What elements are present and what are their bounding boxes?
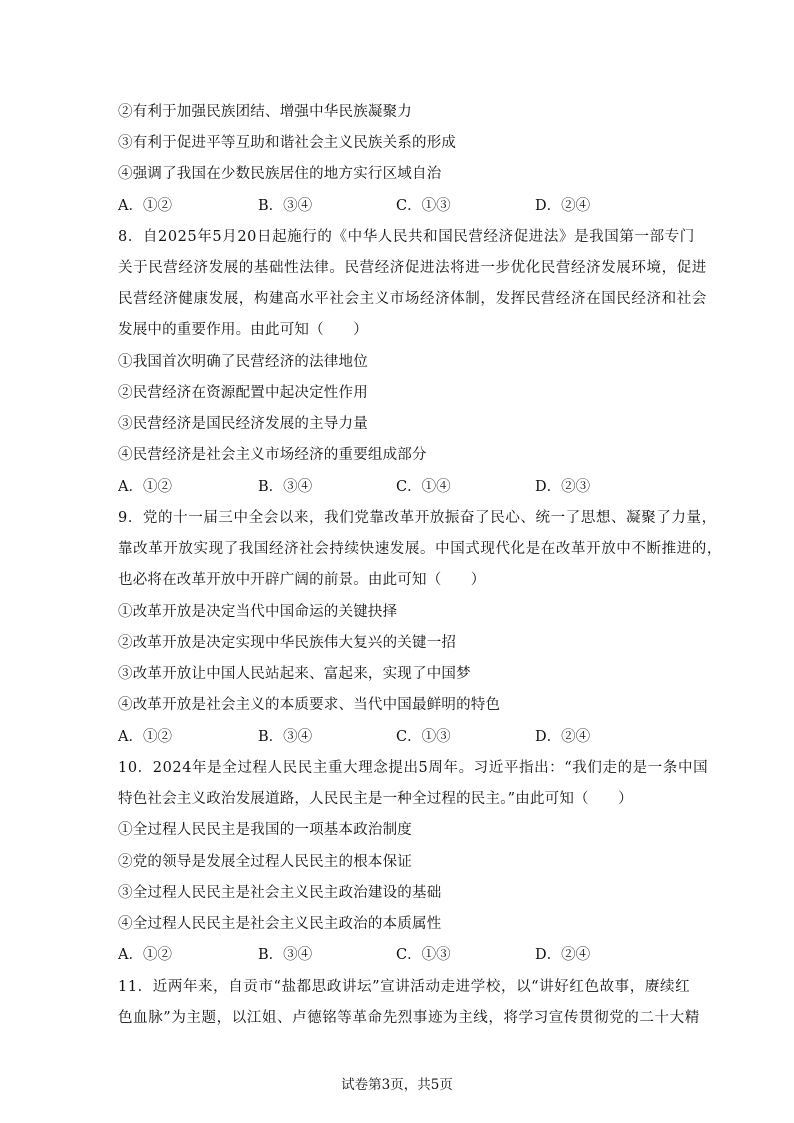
q10-item-4: ④全过程人民民主是社会主义民主政治的本质属性 [118, 916, 442, 932]
q8-stem-line-4: 发展中的重要作用。由此可知（ ） [118, 322, 368, 338]
q10-option-a: A．①② [118, 947, 172, 963]
q9-item-1: ①改革开放是决定当代中国命运的关键抉择 [118, 604, 398, 620]
q7-item-2: ②有利于加强民族团结、增强中华民族凝聚力 [118, 104, 412, 120]
q7-item-3: ③有利于促进平等互助和谐社会主义民族关系的形成 [118, 135, 457, 151]
q9-stem-line-2: 靠改革开放实现了我国经济社会持续快速发展。中国式现代化是在改革开放中不断推进的， [118, 541, 722, 557]
q8-option-d: D．②③ [535, 479, 591, 495]
q7-option-b: B．③④ [258, 198, 313, 214]
q9-option-c: C．①③ [396, 729, 451, 745]
q8-stem-line-3: 民营经济健康发展，构建高水平社会主义市场经济体制，发挥民营经济在国民经济和社会 [118, 291, 707, 307]
q9-option-d: D．②④ [535, 729, 591, 745]
q9-option-b: B．③④ [258, 729, 313, 745]
q8-stem-line-2: 关于民营经济发展的基础性法律。民营经济促进法将进一步优化民营经济发展环境，促进 [118, 260, 707, 276]
q9-item-2: ②改革开放是决定实现中华民族伟大复兴的关键一招 [118, 635, 457, 651]
q9-item-3: ③改革开放让中国人民站起来、富起来，实现了中国梦 [118, 666, 471, 682]
q10-item-2: ②党的领导是发展全过程人民民主的根本保证 [118, 854, 412, 870]
q8-item-1: ①我国首次明确了民营经济的法律地位 [118, 354, 368, 370]
q8-item-4: ④民营经济是社会主义市场经济的重要组成部分 [118, 447, 427, 463]
q10-item-1: ①全过程人民民主是我国的一项基本政治制度 [118, 822, 412, 838]
q10-option-c: C．①③ [396, 947, 451, 963]
q10-stem-line-2: 特色社会主义政治发展道路，人民民主是一种全过程的民主。”由此可知（ ） [118, 791, 633, 807]
q10-option-d: D．②④ [535, 947, 591, 963]
q10-option-b: B．③④ [258, 947, 313, 963]
q7-option-d: D．②④ [535, 198, 591, 214]
q8-item-2: ②民营经济在资源配置中起决定性作用 [118, 385, 368, 401]
q9-option-a: A．①② [118, 729, 172, 745]
q8-item-3: ③民营经济是国民经济发展的主导力量 [118, 416, 368, 432]
q9-item-4: ④改革开放是社会主义的本质要求、当代中国最鲜明的特色 [118, 697, 501, 713]
q11-stem-line-2: 色血脉”为主题，以江姐、卢德铭等革命先烈事迹为主线，将学习宣传贯彻党的二十大精 [118, 1010, 700, 1026]
q10-stem-line-1: 10．2024年是全过程人民民主重大理念提出5周年。习近平指出：“我们走的是一条中国 [118, 760, 709, 776]
q8-option-a: A．①② [118, 479, 172, 495]
q7-item-4: ④强调了我国在少数民族居住的地方实行区域自治 [118, 166, 442, 182]
q9-stem-line-1: 9．党的十一届三中全会以来，我们党靠改革开放振奋了民心、统一了思想、凝聚了力量， [118, 510, 717, 526]
q8-option-c: C．①④ [396, 479, 451, 495]
q8-option-b: B．③④ [258, 479, 313, 495]
q9-stem-line-3: 也必将在改革开放中开辟广阔的前景。由此可知（ ） [118, 572, 486, 588]
page-footer: 试卷第3页，共5页 [341, 1077, 453, 1093]
q10-item-3: ③全过程人民民主是社会主义民主政治建设的基础 [118, 885, 442, 901]
q11-stem-line-1: 11．近两年来，自贡市“盐都思政讲坛”宣讲活动走进学校，以“讲好红色故事，赓续红 [118, 979, 691, 995]
q7-option-a: A．①② [118, 198, 172, 214]
q8-stem-line-1: 8．自2025年5月20日起施行的《中华人民共和国民营经济促进法》是我国第一部专门 [118, 229, 695, 245]
q7-option-c: C．①③ [396, 198, 451, 214]
